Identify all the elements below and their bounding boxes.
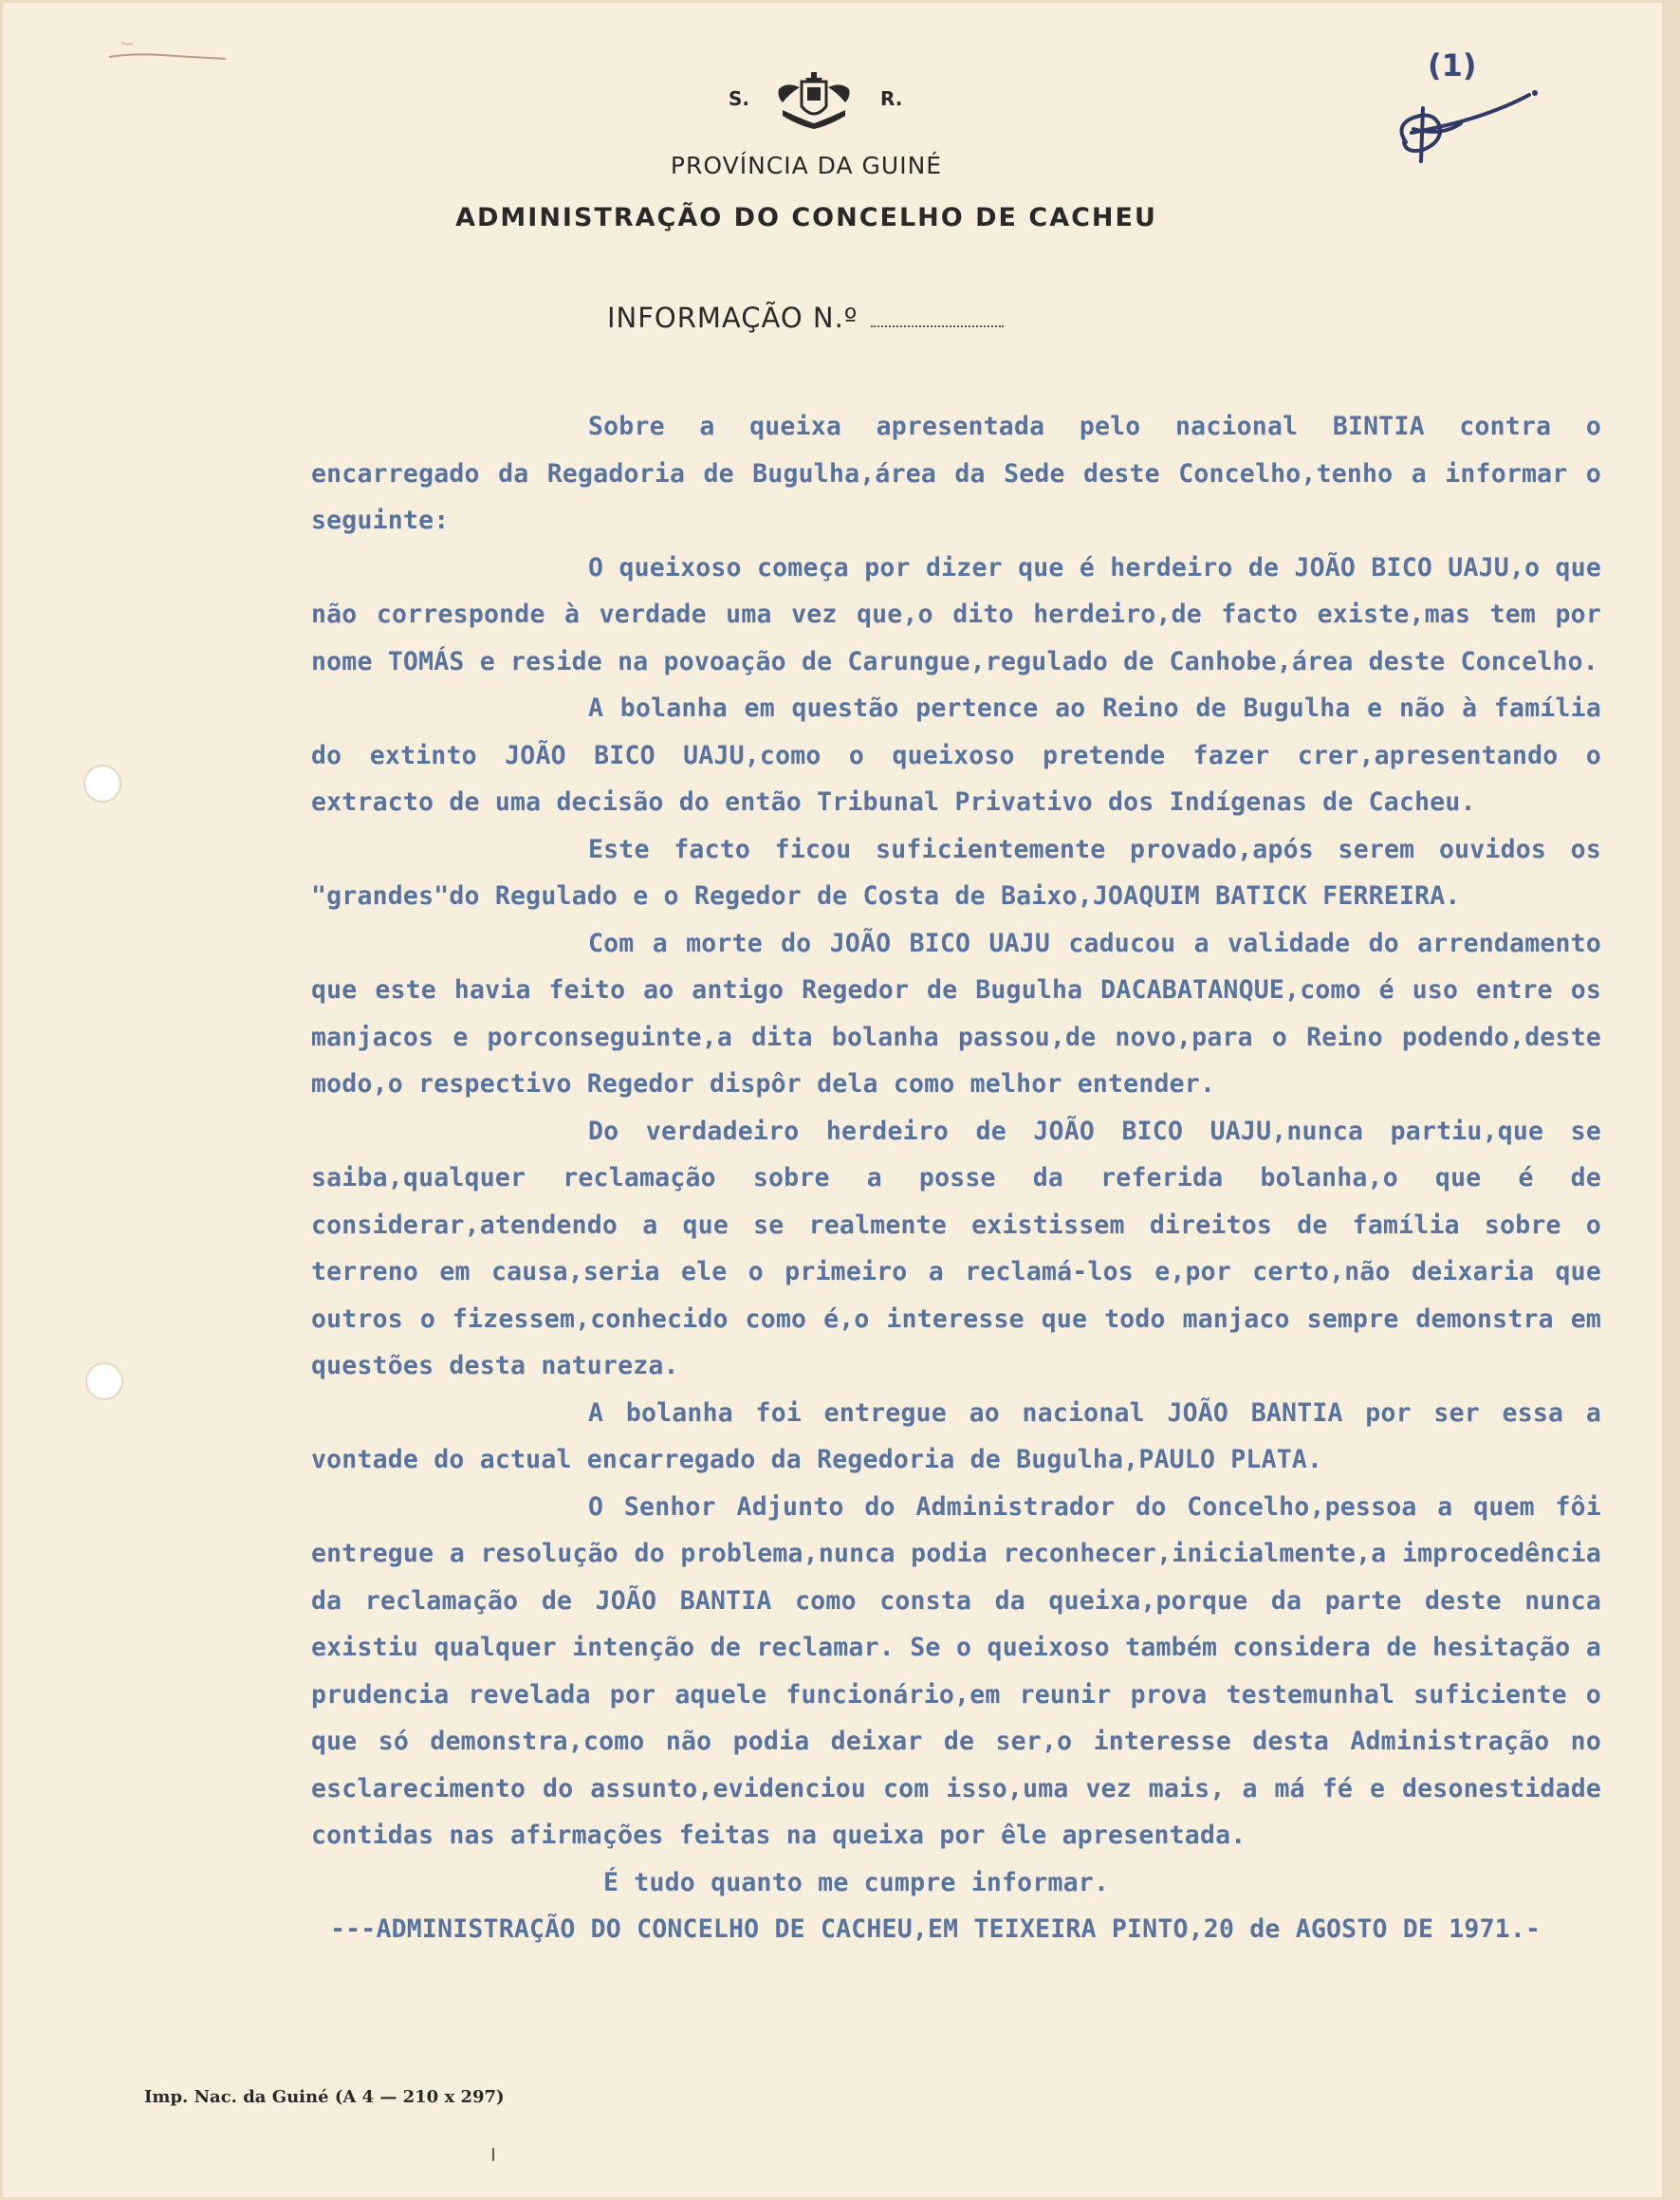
body-paragraph: A bolanha foi entregue ao nacional JOÃO BANTIA por ser essa a vontade do actual encarregado da Regedoria de Bugulha,PAULO PLATA. (311, 1397, 1601, 1474)
body-paragraph: Sobre a queixa apresentada pelo nacional BINTIA contra o encarregado da Regadoria de Bugulha,área da Sede deste Concelho,tenho a informar o seguinte: (311, 412, 1601, 535)
information-number-blank (871, 325, 1004, 327)
typewritten-body (311, 403, 1601, 1953)
body-paragraph: Este facto ficou suficientemente provado,após serem ouvidos os "grandes"do Regulado e o Regedor de Costa de Baixo,JOAQUIM BATICK FERREIRA. (311, 834, 1601, 911)
page-number-annotation: (1) (1428, 47, 1477, 83)
body-paragraph: A bolanha em questão pertence ao Reino de Bugulha e não à família do extinto JOÃO BICO UAJU,como o queixoso pretende fazer crer,apresentando o extracto de uma decisão do então Tribunal Privativo dos Indígenas de Cacheu. (311, 693, 1601, 817)
ink-dot-mark (489, 2146, 498, 2165)
header-r-letter: R. (880, 87, 903, 110)
header-s-letter: S. (729, 87, 750, 110)
coat-of-arms-emblem (773, 68, 855, 133)
handwritten-signature-mark (1385, 87, 1546, 173)
paper-edge (1662, 0, 1680, 2200)
body-paragraph: Do verdadeiro herdeiro de JOÃO BICO UAJU,nunca partiu,que se saiba,qualquer reclamação sobre a posse da referida bolanha,o que é de considerar,atendendo a que se realmente existissem direitos de família sobre o terreno em causa,seria ele o primeiro a reclamá-los e,por certo,não deixaria que outros o fizessem,conhecido como é,o interesse que todo manjaco sempre demonstra em questões desta natureza. (311, 1116, 1601, 1380)
punch-hole (87, 1364, 121, 1398)
body-paragraph: Com a morte do JOÃO BICO UAJU caducou a validade do arrendamento que este havia feito ao antigo Regedor de Bugulha DACABATANQUE,como é uso entre os manjacos e porconseguinte,a dita bolanha passou,de novo,para o Reino podendo,deste modo,o respectivo Regedor dispôr dela como melhor entender. (311, 928, 1601, 1099)
province-heading: PROVÍNCIA DA GUINÉ (670, 152, 943, 179)
ink-smudge-mark (104, 36, 237, 74)
body-paragraph: O queixoso começa por dizer que é herdeiro de JOÃO BICO UAJU,o que não corresponde à verdade uma vez que,o dito herdeiro,de facto existe,mas tem por nome TOMÁS e reside na povoação de Carungue,regulado de Canhobe,área deste Concelho. (311, 552, 1601, 676)
body-paragraph: O Senhor Adjunto do Administrador do Concelho,pessoa a quem fôi entregue a resolução do problema,nunca podia reconhecer,inicialmente,a improcedência da reclamação de JOÃO BANTIA como consta da queixa,porque da parte deste nunca existiu qualquer intenção de reclamar. Se o queixoso também considera de hesitação a prudencia revelada por aquele funcionário,em reunir prova testemunhal suficiente o que só demonstra,como não podia deixar de ser,o interesse desta Administração no esclarecimento do assunto,evidenciou com isso,uma vez mais, a má fé e desonestidade contidas nas afirmações feitas na queixa por êle apresentada. (311, 1491, 1601, 1850)
printer-imprint: Imp. Nac. da Guiné (A 4 — 210 x 297) (144, 2087, 505, 2107)
closing-line: É tudo quanto me cumpre informar. (603, 1867, 1110, 1897)
information-label: INFORMAÇÃO N.º (607, 302, 858, 334)
punch-hole (85, 767, 120, 801)
dateline: ---ADMINISTRAÇÃO DO CONCELHO DE CACHEU,EM TEIXEIRA PINTO,20 de AGOSTO DE 1971.- (330, 1914, 1542, 1944)
information-number-line (607, 302, 1004, 334)
administration-heading: ADMINISTRAÇÃO DO CONCELHO DE CACHEU (455, 203, 1157, 232)
